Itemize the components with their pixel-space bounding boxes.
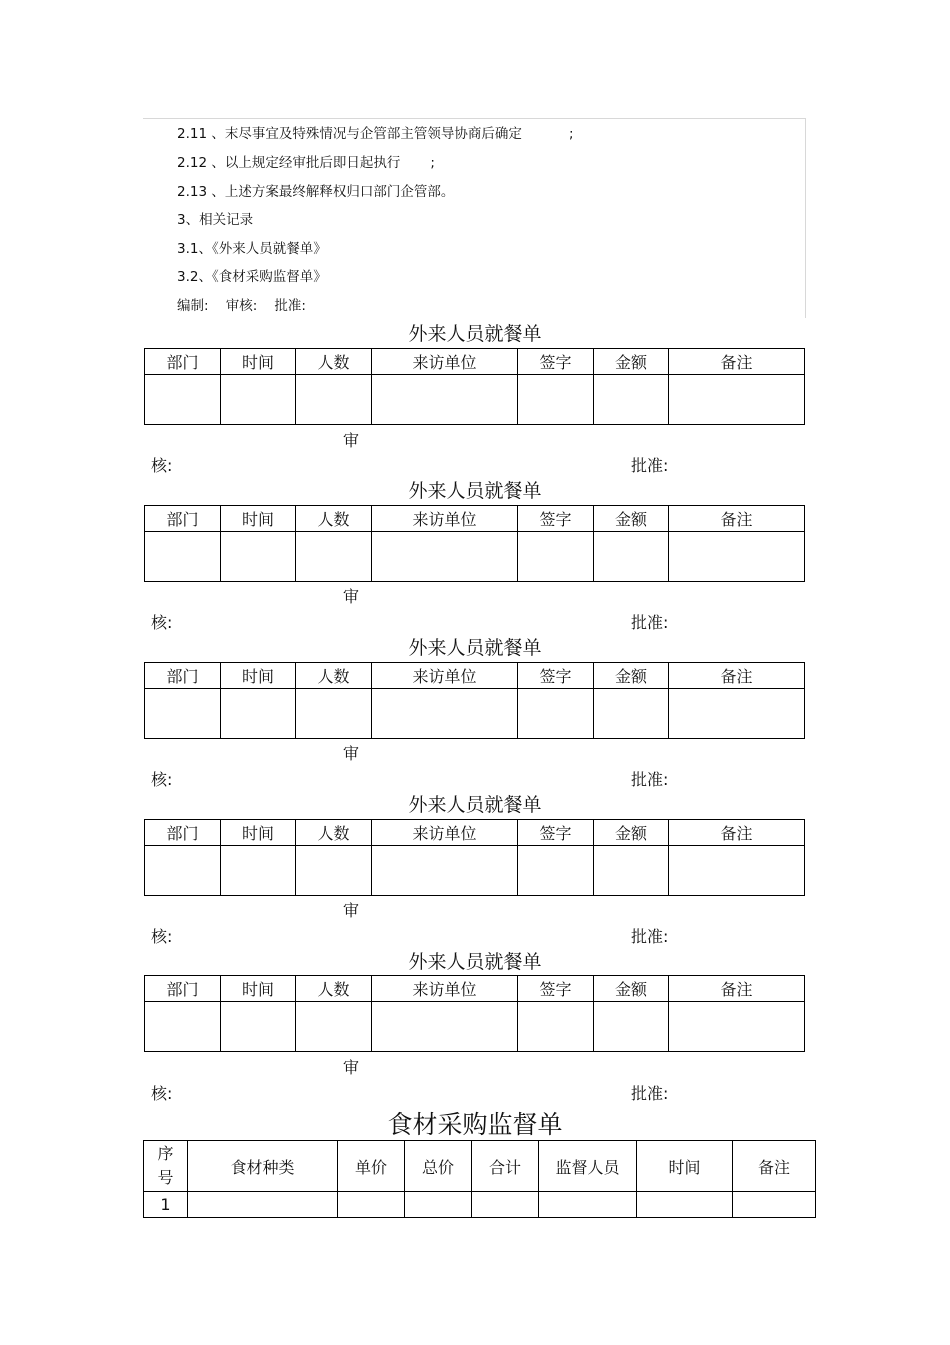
table-cell[interactable] — [221, 1002, 296, 1052]
table-row — [144, 1192, 816, 1218]
review-label-top: 审 — [343, 431, 360, 450]
table-cell[interactable] — [221, 375, 296, 425]
table-cell[interactable] — [372, 1002, 518, 1052]
col-header: 来访单位 — [372, 976, 518, 1002]
table-cell[interactable] — [221, 846, 296, 896]
table-cell[interactable] — [472, 1192, 539, 1218]
table-cell[interactable] — [518, 1002, 594, 1052]
col-header: 备注 — [669, 506, 805, 532]
meal-form-title: 外来人员就餐单 — [408, 480, 542, 502]
col-header: 部门 — [145, 820, 221, 846]
col-header: 签字 — [518, 663, 594, 689]
col-header: 时间 — [637, 1141, 733, 1192]
table-header-row — [145, 976, 805, 1002]
table-cell[interactable] — [372, 846, 518, 896]
table-row — [145, 375, 805, 425]
approve-label: 批准: — [631, 770, 669, 789]
table-row — [145, 689, 805, 739]
meal-form-table — [144, 348, 805, 425]
col-header: 签字 — [518, 976, 594, 1002]
meal-form-table — [144, 662, 805, 739]
table-cell[interactable] — [594, 846, 669, 896]
table-cell[interactable] — [296, 375, 372, 425]
table-header-row — [145, 349, 805, 375]
col-header: 来访单位 — [372, 663, 518, 689]
col-header: 金额 — [594, 663, 669, 689]
col-header: 部门 — [145, 506, 221, 532]
table-cell[interactable] — [372, 375, 518, 425]
table-cell[interactable] — [145, 375, 221, 425]
col-header: 食材种类 — [188, 1141, 338, 1192]
review-label-bottom: 核: — [151, 927, 173, 946]
row-number: 1 — [144, 1192, 188, 1218]
table-cell[interactable] — [637, 1192, 733, 1218]
table-header-row — [145, 820, 805, 846]
note-signoff: 编制: 审核: 批准: — [177, 298, 306, 314]
table-cell[interactable] — [518, 846, 594, 896]
table-cell[interactable] — [296, 846, 372, 896]
review-label-bottom: 核: — [151, 770, 173, 789]
approve-label: 批准: — [631, 456, 669, 475]
note-line-3: 3、相关记录 — [177, 212, 254, 228]
col-header: 备注 — [669, 663, 805, 689]
table-cell[interactable] — [669, 1002, 805, 1052]
approve-label: 批准: — [631, 1084, 669, 1103]
table-row — [145, 846, 805, 896]
col-header: 金额 — [594, 976, 669, 1002]
table-cell[interactable] — [145, 846, 221, 896]
table-cell[interactable] — [594, 1002, 669, 1052]
review-label-bottom: 核: — [151, 1084, 173, 1103]
col-header: 来访单位 — [372, 820, 518, 846]
meal-form-title: 外来人员就餐单 — [408, 794, 542, 816]
col-header: 来访单位 — [372, 506, 518, 532]
table-cell[interactable] — [669, 532, 805, 582]
table-cell[interactable] — [296, 532, 372, 582]
review-label-top: 审 — [343, 901, 360, 920]
col-header: 金额 — [594, 820, 669, 846]
table-cell[interactable] — [594, 689, 669, 739]
note-line-2-11: 2.11 、末尽事宜及特殊情况与企管部主管领导协商后确定 ; — [177, 126, 574, 142]
table-cell[interactable] — [518, 689, 594, 739]
col-header: 来访单位 — [372, 349, 518, 375]
note-line-3-2: 3.2、《食材采购监督单》 — [177, 269, 327, 285]
table-row — [145, 532, 805, 582]
col-header: 签字 — [518, 506, 594, 532]
review-label-top: 审 — [343, 587, 360, 606]
col-header: 时间 — [221, 820, 296, 846]
table-cell[interactable] — [594, 532, 669, 582]
meal-form-title: 外来人员就餐单 — [408, 323, 542, 345]
note-line-3-1: 3.1、《外来人员就餐单》 — [177, 241, 327, 257]
col-header: 人数 — [296, 976, 372, 1002]
table-cell[interactable] — [188, 1192, 338, 1218]
approve-label: 批准: — [631, 613, 669, 632]
col-header: 合计 — [472, 1141, 539, 1192]
table-cell[interactable] — [669, 375, 805, 425]
review-label-top: 审 — [343, 744, 360, 763]
table-header-row — [144, 1141, 816, 1192]
table-row — [145, 1002, 805, 1052]
col-header: 部门 — [145, 976, 221, 1002]
table-header-row — [145, 506, 805, 532]
table-cell[interactable] — [733, 1192, 816, 1218]
col-header: 人数 — [296, 506, 372, 532]
col-header: 人数 — [296, 663, 372, 689]
col-header: 总价 — [405, 1141, 472, 1192]
col-header: 监督人员 — [539, 1141, 637, 1192]
table-cell[interactable] — [221, 532, 296, 582]
table-cell[interactable] — [372, 689, 518, 739]
col-header: 备注 — [733, 1141, 816, 1192]
table-cell[interactable] — [145, 1002, 221, 1052]
col-header: 时间 — [221, 349, 296, 375]
col-header: 金额 — [594, 349, 669, 375]
col-header: 时间 — [221, 663, 296, 689]
meal-form-title: 外来人员就餐单 — [408, 951, 542, 973]
note-line-2-12: 2.12 、以上规定经审批后即日起执行 ; — [177, 155, 435, 171]
table-cell[interactable] — [539, 1192, 637, 1218]
meal-form-title: 外来人员就餐单 — [408, 637, 542, 659]
meal-form-table — [144, 505, 805, 582]
col-header: 金额 — [594, 506, 669, 532]
col-header: 序号 — [144, 1141, 188, 1192]
table-cell[interactable] — [145, 532, 221, 582]
col-header: 人数 — [296, 349, 372, 375]
table-cell[interactable] — [518, 532, 594, 582]
meal-form-table — [144, 819, 805, 896]
col-header: 单价 — [338, 1141, 405, 1192]
review-label-bottom: 核: — [151, 613, 173, 632]
table-cell[interactable] — [221, 689, 296, 739]
table-cell[interactable] — [405, 1192, 472, 1218]
meal-form-table — [144, 975, 805, 1052]
col-header: 部门 — [145, 663, 221, 689]
purchase-form-table — [143, 1140, 816, 1218]
note-line-2-13: 2.13 、上述方案最终解释权归口部门企管部。 — [177, 184, 455, 200]
table-cell[interactable] — [296, 1002, 372, 1052]
table-cell[interactable] — [518, 375, 594, 425]
table-header-row — [145, 663, 805, 689]
review-label-top: 审 — [343, 1058, 360, 1077]
col-header: 人数 — [296, 820, 372, 846]
table-cell[interactable] — [669, 689, 805, 739]
table-cell[interactable] — [372, 532, 518, 582]
table-cell[interactable] — [594, 375, 669, 425]
col-header: 部门 — [145, 349, 221, 375]
approve-label: 批准: — [631, 927, 669, 946]
table-cell[interactable] — [296, 689, 372, 739]
table-cell[interactable] — [145, 689, 221, 739]
col-header: 时间 — [221, 976, 296, 1002]
purchase-form-title: 食材采购监督单 — [387, 1110, 563, 1139]
review-label-bottom: 核: — [151, 456, 173, 475]
table-cell[interactable] — [338, 1192, 405, 1218]
table-cell[interactable] — [669, 846, 805, 896]
col-header: 签字 — [518, 820, 594, 846]
col-header: 备注 — [669, 349, 805, 375]
col-header: 签字 — [518, 349, 594, 375]
col-header: 备注 — [669, 820, 805, 846]
col-header: 时间 — [221, 506, 296, 532]
col-header: 备注 — [669, 976, 805, 1002]
